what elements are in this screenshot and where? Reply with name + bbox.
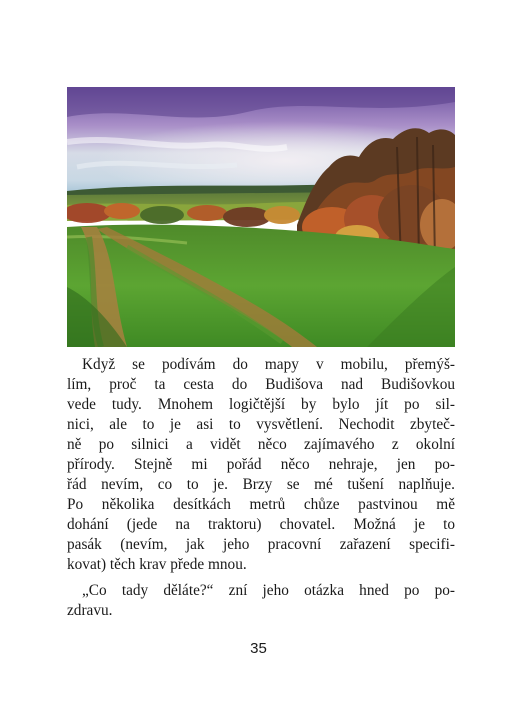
text-line: řád nevím, co to je. Brzy se mé tušení naplňuje. (67, 476, 455, 493)
text-line: Po několika desítkách metrů chůze pastvinou mě (67, 496, 455, 513)
text-line: lím, proč ta cesta do Budišova nad Budišovkou (67, 376, 455, 393)
text-line: ně po silnici a vidět něco zajímavého z okolní (67, 436, 455, 453)
text-line: přírody. Stejně mi pořád něco nehraje, jen po- (67, 456, 455, 473)
text-line: kovat) těch krav přede mnou. (67, 556, 247, 573)
page-number: 35 (250, 640, 267, 657)
text-line: „Co tady děláte?“ zní jeho otázka hned po po- (82, 582, 455, 599)
text-line: vede tudy. Mnohem logičtější by bylo jít po sil- (67, 396, 455, 413)
text-line: pasák (nevím, jak jeho pracovní zařazení specifi- (67, 536, 455, 553)
text-line: zdravu. (67, 602, 113, 619)
text-line: nici, ale to je asi to vysvětlení. Nechodit zbyteč- (67, 416, 455, 433)
landscape-photo (67, 87, 455, 347)
text-line: dohání (jede na traktoru) chovatel. Možná je to (67, 516, 455, 533)
text-line: Když se podívám do mapy v mobilu, přemýš- (82, 356, 455, 373)
body-text (67, 355, 455, 621)
